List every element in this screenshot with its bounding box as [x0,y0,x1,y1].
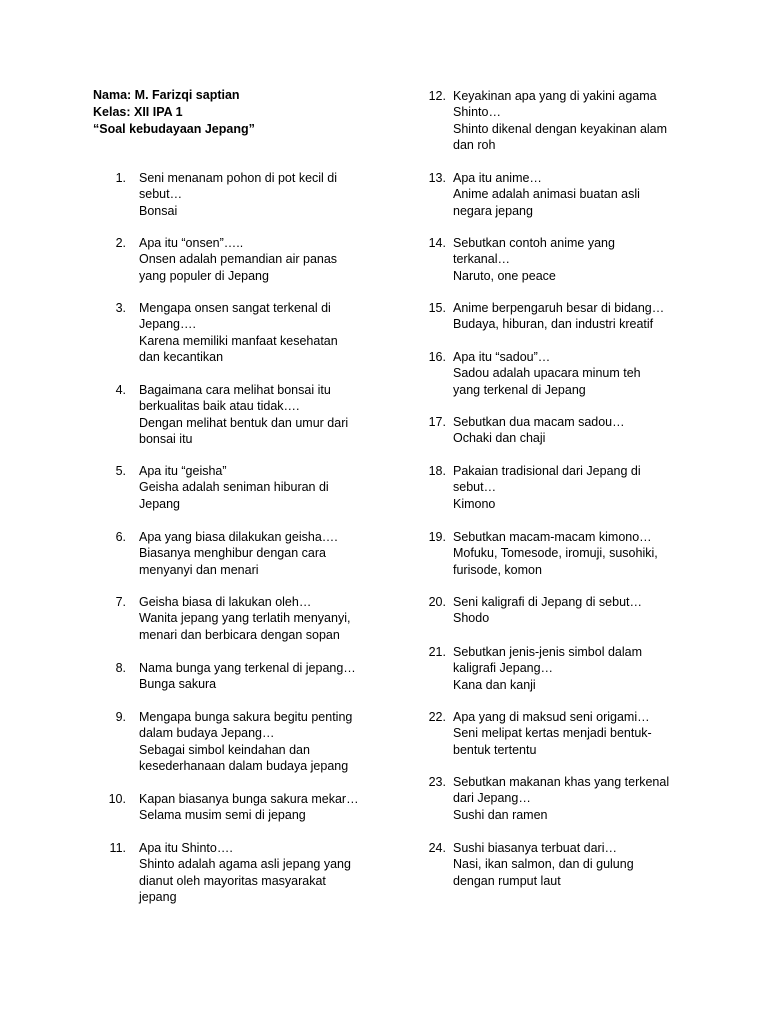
student-name: Nama: M. Farizqi saptian [93,88,240,102]
question-number: 19. [428,530,446,544]
question-text [453,235,615,284]
question-line: Sebutkan jenis-jenis simbol dalam [453,645,642,659]
answer-line: Shodo [453,611,490,626]
question-text [139,660,356,693]
answer-line: sebut… [453,480,497,495]
question-text [139,529,338,578]
question-line: Bagaimana cara melihat bonsai itu [139,383,331,397]
document-title: “Soal kebudayaan Jepang” [93,122,255,136]
question-number: 1. [115,171,126,185]
answer-line: menyanyi dan menari [139,562,259,577]
answer-line: jepang [139,890,177,905]
answer-line: Kana dan kanji [453,677,536,692]
question-text [453,529,658,578]
answer-line: negara jepang [453,203,533,218]
question-number: 23. [428,775,446,789]
question-number: 11. [109,841,126,855]
question-line: Apa itu anime… [453,171,542,185]
answer-line: Nasi, ikan salmon, dan di gulung [453,857,634,872]
answer-line: terkanal… [453,252,510,267]
answer-line: Naruto, one peace [453,268,556,283]
question-number: 18. [428,464,446,478]
answer-line: Mofuku, Tomesode, iromuji, susohiki, [453,546,658,561]
answer-line: Bunga sakura [139,677,217,692]
question-line: Sebutkan contoh anime yang [453,236,615,250]
question-text [453,300,664,333]
question-number: 17. [428,415,446,429]
question-text [139,300,338,366]
answer-line: Wanita jepang yang terlatih menyanyi, [139,611,351,626]
question-number: 15. [428,301,446,315]
question-number: 6. [115,530,126,544]
question-number: 4. [115,383,126,397]
question-line: Mengapa onsen sangat terkenal di [139,301,331,315]
answer-line: yang populer di Jepang [139,268,269,283]
question-number: 9. [115,710,126,724]
question-line: Kapan biasanya bunga sakura mekar… [139,792,359,806]
question-text [139,840,351,906]
answer-line: berkualitas baik atau tidak…. [139,399,300,414]
question-text [139,709,352,775]
question-line: Apa yang biasa dilakukan geisha…. [139,530,338,544]
question-text [139,235,337,284]
answer-line: Jepang [139,496,181,511]
answer-line: Onsen adalah pemandian air panas [139,252,338,267]
answer-line: furisode, komon [453,562,542,577]
question-number: 13. [428,171,446,185]
question-number: 20. [428,595,446,609]
question-text [453,88,667,154]
question-number: 16. [428,350,446,364]
answer-line: Shinto adalah agama asli jepang yang [139,857,351,872]
answer-line: Karena memiliki manfaat kesehatan [139,333,338,348]
question-text [453,170,640,219]
question-line: Nama bunga yang terkenal di jepang… [139,661,356,675]
answer-line: Sushi dan ramen [453,807,548,822]
answer-line: Anime adalah animasi buatan asli [453,187,640,202]
answer-line: Budaya, hiburan, dan industri kreatif [453,317,654,332]
answer-line: Biasanya menghibur dengan cara [139,546,326,561]
answer-line: dianut oleh mayoritas masyarakat [139,873,326,888]
question-number: 7. [115,595,126,609]
answer-line: kesederhanaan dalam budaya jepang [139,759,349,774]
question-number: 8. [115,661,126,675]
question-number: 14. [428,236,446,250]
answer-line: Sebagai simbol keindahan dan [139,742,310,757]
question-line: Sebutkan dua macam sadou… [453,415,625,429]
question-text [453,414,625,447]
answer-line: bentuk tertentu [453,742,537,757]
question-line: Apa itu Shinto…. [139,841,233,855]
answer-line: Selama musim semi di jepang [139,808,306,823]
question-line: Sushi biasanya terbuat dari… [453,841,617,855]
answer-line: Shinto dikenal dengan keyakinan alam [453,121,668,136]
question-line: Seni menanam pohon di pot kecil di [139,171,338,185]
question-text [453,463,641,512]
question-number: 24. [428,841,446,855]
answer-line: Ochaki dan chaji [453,431,546,446]
answer-line: Jepang…. [139,317,196,332]
question-text [139,170,337,219]
answer-line: Shinto… [453,105,501,120]
question-line: Apa yang di maksud seni origami… [453,710,650,724]
answer-line: dan kecantikan [139,350,224,365]
answer-line: Kimono [453,496,496,511]
question-line: Keyakinan apa yang di yakini agama [453,89,657,103]
answer-line: kaligrafi Jepang… [453,661,554,676]
question-line: Apa itu “sadou”… [453,350,551,364]
answer-line: dalam budaya Jepang… [139,726,275,741]
question-text [453,349,641,398]
question-text [139,382,348,448]
question-line: Anime berpengaruh besar di bidang… [453,301,665,315]
question-text [139,791,359,824]
answer-line: Dengan melihat bentuk dan umur dari [139,415,349,430]
answer-line: Seni melipat kertas menjadi bentuk- [453,726,652,741]
answer-line: bonsai itu [139,432,193,447]
question-line: Mengapa bunga sakura begitu penting [139,710,353,724]
question-line: Pakaian tradisional dari Jepang di [453,464,641,478]
answer-line: dengan rumput laut [453,873,561,888]
question-text [453,709,652,758]
question-number: 22. [428,710,446,724]
answer-line: dari Jepang… [453,791,531,806]
question-line: Sebutkan makanan khas yang terkenal [453,775,670,789]
question-number: 2. [115,236,126,250]
question-line: Apa itu “onsen”….. [139,236,244,250]
question-number: 5. [115,464,126,478]
document-header [93,87,255,138]
question-line: Sebutkan macam-macam kimono… [453,530,652,544]
question-line: Apa itu “geisha” [139,464,227,478]
question-text [453,774,669,823]
question-text [453,644,642,693]
answer-line: Bonsai [139,203,178,218]
question-line: Geisha biasa di lakukan oleh… [139,595,312,609]
question-number: 12. [428,89,446,103]
answer-line: menari dan berbicara dengan sopan [139,627,340,642]
answer-line: sebut… [139,187,183,202]
question-number: 3. [115,301,126,315]
question-text [139,463,329,512]
answer-line: yang terkenal di Jepang [453,382,586,397]
question-text [139,594,350,643]
question-text [453,840,634,889]
student-class: Kelas: XII IPA 1 [93,105,183,119]
question-number: 10. [108,792,126,806]
answer-line: Geisha adalah seniman hiburan di [139,480,329,495]
answer-line: dan roh [453,138,496,153]
question-text [453,594,642,627]
answer-line: Sadou adalah upacara minum teh [453,366,641,381]
question-number: 21. [428,645,446,659]
question-line: Seni kaligrafi di Jepang di sebut… [453,595,643,609]
